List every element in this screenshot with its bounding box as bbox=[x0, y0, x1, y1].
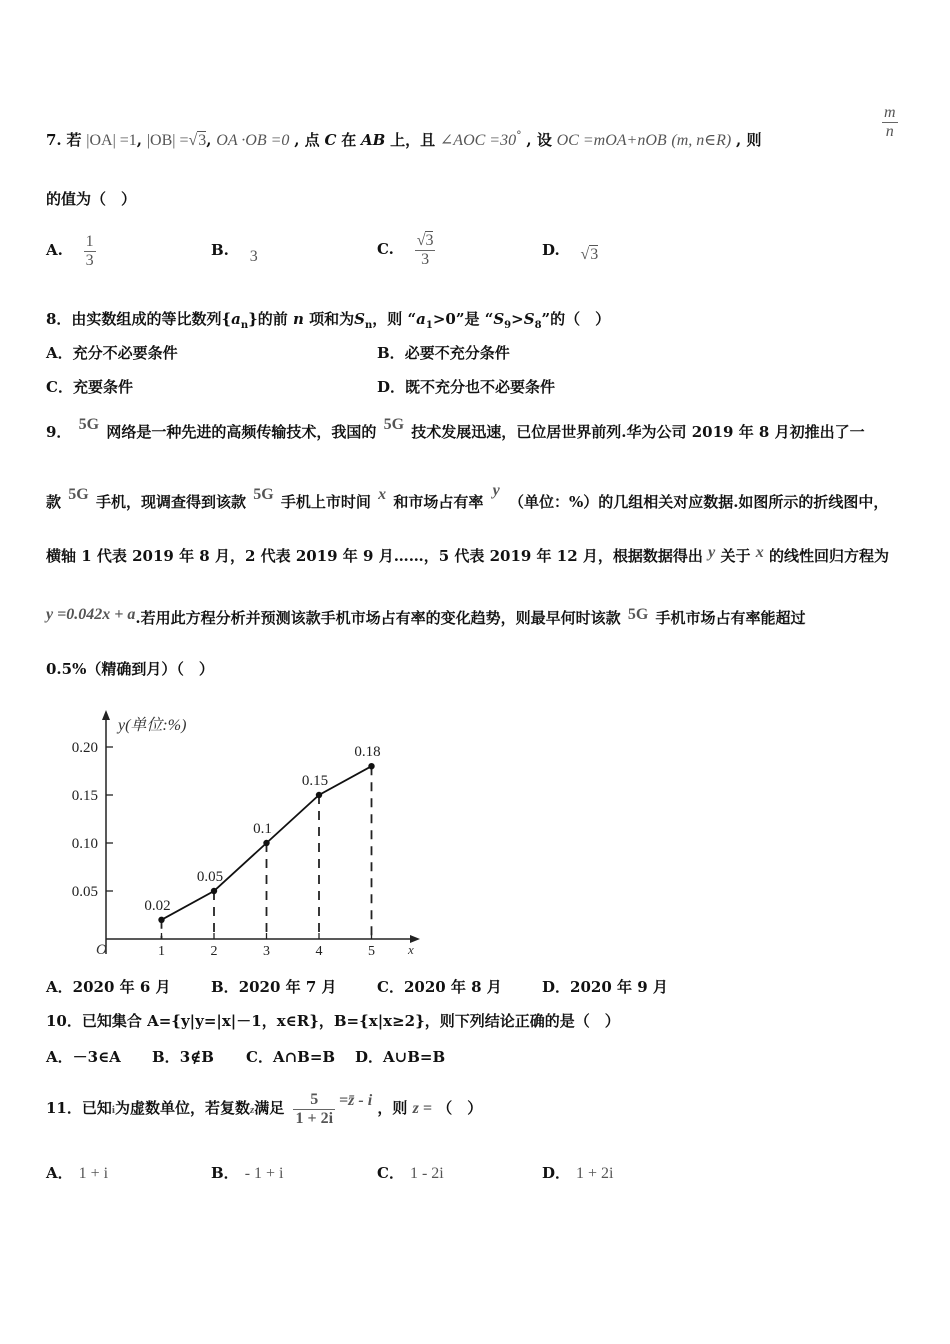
q7-sqrt-ob: √3 bbox=[188, 132, 207, 149]
q9-line4: y =0.042x + a.若用此方程分析并预测该款手机市场占有率的变化趋势，则最早何时该款 5G 手机市场占有率能超过 bbox=[46, 606, 806, 627]
q7-option-a[interactable] bbox=[46, 228, 96, 272]
q8-option-b[interactable]: B．必要不充分条件 bbox=[377, 344, 510, 362]
q10-option-b[interactable]: B．3∉B bbox=[152, 1048, 214, 1066]
chart-point-label: 0.02 bbox=[144, 897, 171, 914]
chart-point bbox=[316, 792, 322, 798]
q7-fraction-m-n: $\frac{m}{n}$ bbox=[884, 104, 896, 140]
chart-xtick-label: 4 bbox=[315, 944, 323, 959]
q8-option-c[interactable]: C．充要条件 bbox=[46, 378, 133, 396]
q7-option-b[interactable] bbox=[211, 228, 258, 272]
q7-math-oa: |OA| =1 bbox=[86, 132, 137, 149]
q7-math-ob: |OB| = bbox=[146, 132, 189, 149]
q7-math-oc: OC =mOA+nOB bbox=[556, 132, 667, 149]
chart-ytick-label: 0.10 bbox=[71, 836, 98, 852]
q7-point-c: C bbox=[324, 131, 337, 149]
q7-text: 若 bbox=[66, 131, 82, 149]
q9-option-d[interactable]: D．2020 年 9 月 bbox=[542, 978, 668, 996]
chart-point bbox=[368, 763, 374, 769]
q7-option-d-label: D. bbox=[542, 241, 560, 259]
q9-option-a[interactable]: A．2020 年 6 月 bbox=[46, 978, 171, 996]
q7-degree: ° bbox=[516, 129, 522, 142]
chart-point bbox=[211, 888, 217, 894]
q9-y: y bbox=[708, 544, 716, 561]
q9-5g: 5G bbox=[253, 486, 274, 503]
q7-line2: 的值为（ ） bbox=[46, 190, 137, 208]
q7-option-c-label: C. bbox=[377, 240, 394, 258]
chart-y-arrow bbox=[102, 710, 110, 720]
chart-origin-label: O bbox=[96, 942, 107, 958]
q7-option-d[interactable] bbox=[542, 228, 598, 272]
q9-line2: 款 5G 手机，现调查得到该款 5G 手机上市时间 x 和市场占有率 y （单位：%）的几组相关对应数据.如图所示的折线图中， bbox=[46, 482, 889, 511]
chart-ytick-label: 0.05 bbox=[71, 884, 98, 900]
chart-ytick-label: 0.15 bbox=[71, 788, 98, 804]
q9-option-c[interactable]: C．2020 年 8 月 bbox=[377, 978, 502, 996]
q8-stem: 8．由实数组成的等比数列$\{a_n\}$的前 n 项和为$S_n$，则 “$a_1>0$”是 “$S_9>S_8$”的（ ） bbox=[46, 310, 611, 331]
q9-5g: 5G bbox=[627, 606, 649, 623]
q7-number: 7. bbox=[46, 131, 62, 149]
q9-x: x bbox=[378, 486, 387, 503]
q9-regression-equation: y =0.042x + a bbox=[46, 606, 136, 623]
q11-option-a[interactable]: A． 1 + i bbox=[46, 1164, 109, 1182]
chart-xlabel: x bbox=[408, 942, 414, 957]
q10-option-a[interactable]: A．－3∈A bbox=[46, 1048, 121, 1066]
q7-sep: , bbox=[206, 131, 212, 149]
q9-line1: 9． 5G 网络是一种先进的高频传输技术，我国的 5G 技术发展迅速，已位居世界前列.华为公司 2019 年 8 月初推出了一 bbox=[46, 416, 865, 441]
q7-math-dot: OA ·OB =0 bbox=[216, 132, 290, 149]
q7-math-cond: (m, n∈R) bbox=[671, 132, 732, 149]
q10-option-c[interactable]: C．A∩B=B bbox=[246, 1048, 336, 1066]
q7-text: , 设 bbox=[526, 131, 552, 149]
q10-stem: 10．已知集合 A={y|y=|x|－1，x∈R}，B={x|x≥2}，则下列结论正确的是（ ） bbox=[46, 1012, 620, 1030]
q7-option-b-value: 3 bbox=[249, 248, 258, 265]
chart-xtick-label: 3 bbox=[263, 944, 270, 959]
q7-sep: , bbox=[136, 131, 143, 149]
chart-point-label: 0.1 bbox=[253, 821, 272, 837]
q7-text: , 点 bbox=[294, 131, 320, 149]
q7-text: 上，且 bbox=[390, 131, 436, 149]
q9-line3: 横轴 1 代表 2019 年 8 月，2 代表 2019 年 9 月……，5 代表 2019 年 12 月，根据数据得出 y 关于 x 的线性回归方程为 bbox=[46, 544, 889, 565]
chart-ylabel: y(单位:%) bbox=[118, 717, 187, 734]
chart-point-label: 0.15 bbox=[301, 773, 329, 789]
chart-xtick-label: 1 bbox=[158, 944, 165, 959]
q9-x: x bbox=[755, 544, 764, 561]
q7-text: , 则 bbox=[736, 131, 762, 149]
q11-stem: 11．已知i为虚数单位，若复数z满足 $\frac{5}{1 + 2i}$ =z̄ - i ，则 z = （ ） bbox=[46, 1090, 483, 1127]
q9-option-b[interactable]: B．2020 年 7 月 bbox=[211, 978, 337, 996]
q9-5g: 5G bbox=[68, 486, 89, 503]
q7-option-b-label: B. bbox=[211, 241, 229, 259]
q7-option-a-label: A. bbox=[46, 241, 63, 259]
q8-option-d[interactable]: D．既不充分也不必要条件 bbox=[377, 378, 556, 396]
chart-point-label: 0.05 bbox=[196, 869, 224, 885]
q11-i: i bbox=[111, 1104, 115, 1116]
q8-option-a[interactable]: A．充分不必要条件 bbox=[46, 344, 178, 362]
chart-ytick-label: 0.20 bbox=[71, 740, 98, 756]
q11-z: z bbox=[249, 1104, 255, 1116]
chart-point bbox=[263, 840, 269, 846]
q7-math-angle: ∠AOC =30 bbox=[439, 132, 517, 149]
q10-option-d[interactable]: D．A∪B=B bbox=[355, 1048, 446, 1066]
q7-line1 bbox=[46, 118, 761, 154]
q11-option-b[interactable]: B． - 1 + i bbox=[211, 1164, 284, 1182]
q11-option-c[interactable]: C． 1 - 2i bbox=[377, 1164, 444, 1182]
chart-point-label: 0.18 bbox=[354, 744, 381, 761]
q11-ask: z = bbox=[412, 1100, 432, 1117]
q11-fraction: $\frac{5}{1 + 2i}$ bbox=[295, 1090, 334, 1127]
q7-text: 在 bbox=[341, 131, 357, 149]
q11-rhs: =z̄ - i bbox=[339, 1092, 373, 1109]
q7-option-d-value: √3 bbox=[580, 246, 599, 263]
q7-option-c[interactable] bbox=[377, 224, 435, 274]
q7-option-a-value: $\frac{1}{3}$ bbox=[85, 232, 94, 269]
q9-5g: 5G bbox=[383, 416, 405, 433]
q9-line5: 0.5%（精确到月）（ ） bbox=[46, 660, 214, 678]
chart-xtick-label: 2 bbox=[210, 944, 218, 959]
q9-y: y bbox=[492, 482, 500, 499]
q9-5g: 5G bbox=[78, 416, 100, 433]
q7-segment-ab: AB bbox=[360, 131, 386, 149]
q7-option-c-value: $\frac{√3}{3}$ bbox=[416, 231, 434, 268]
q9-line-chart bbox=[64, 706, 444, 968]
chart-xtick-label: 5 bbox=[368, 944, 375, 959]
chart-point bbox=[158, 917, 164, 923]
q11-option-d[interactable]: D． 1 + 2i bbox=[542, 1164, 614, 1182]
